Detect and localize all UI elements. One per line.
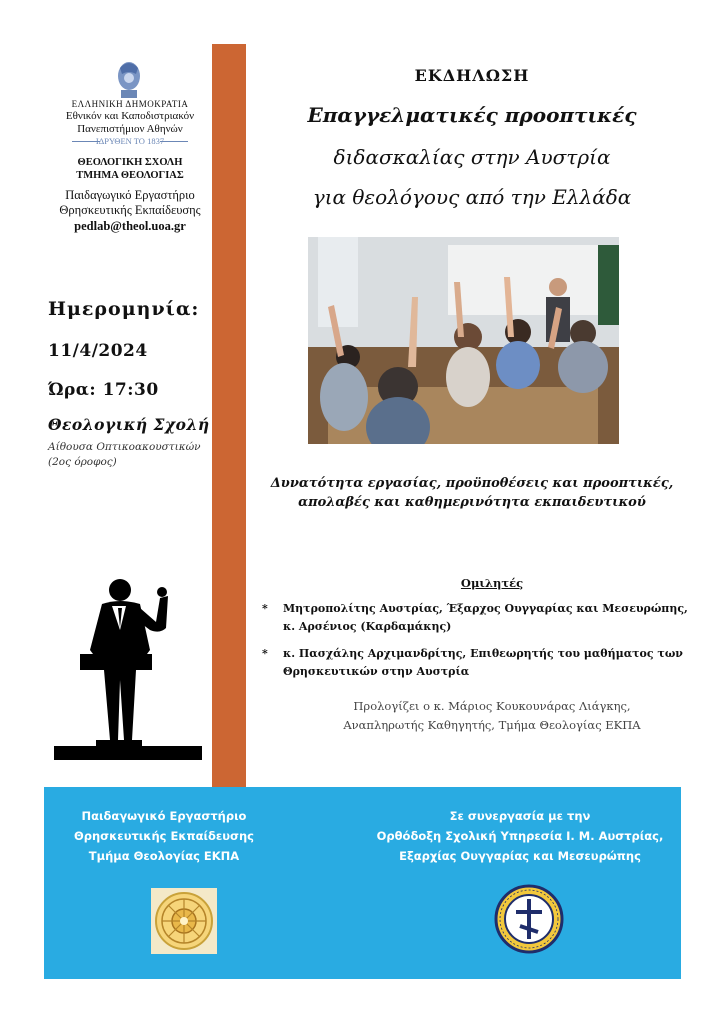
university-name-line1: Εθνικόν και Καποδιστριακόν bbox=[65, 110, 195, 122]
event-subtitle-line1: Δυνατότητα εργασίας, προϋποθέσεις και προοπτικές, bbox=[270, 476, 674, 491]
prologue-line2: Αναπληρωτής Καθηγητής, Τμήμα Θεολογίας ΕΚΠΑ bbox=[343, 718, 641, 732]
school-name: ΘΕΟΛΟΓΙΚΗ ΣΧΟΛΗ bbox=[77, 157, 183, 168]
event-title-line3: για θεολόγους από την Ελλάδα bbox=[312, 185, 632, 209]
university-name-line2: Πανεπιστήμιον Αθηνών bbox=[77, 123, 183, 135]
founded-label: ΙΔΡΥΘΕΝ ΤΟ 1837 bbox=[95, 136, 165, 146]
orthodox-school-seal-icon bbox=[494, 884, 564, 954]
lab-name-line1: Παιδαγωγικό Εργαστήριο bbox=[65, 188, 195, 202]
footer-left-line2: Θρησκευτικής Εκπαίδευσης bbox=[73, 829, 255, 843]
lab-name-line2: Θρησκευτικής Εκπαίδευσης bbox=[59, 203, 201, 217]
speaker-bullet: * bbox=[262, 647, 268, 660]
speaker-2-line2: Θρησκευτικών στην Αυστρία bbox=[283, 665, 470, 678]
footer-left-line3: Τμήμα Θεολογίας ΕΚΠΑ bbox=[88, 849, 240, 863]
republic-label: ΕΛΛΗΝΙΚΗ ΔΗΜΟΚΡΑΤΙΑ bbox=[71, 99, 189, 109]
date-label: Ημερομηνία: bbox=[48, 298, 200, 320]
footer-left-line1: Παιδαγωγικό Εργαστήριο bbox=[81, 809, 247, 823]
contact-email[interactable]: pedlab@theol.uoa.gr bbox=[74, 219, 186, 233]
venue-room: Αίθουσα Οπτικοακουστικών bbox=[48, 441, 201, 453]
venue-floor: (2ος όροφος) bbox=[48, 456, 117, 468]
speaker-bullet: * bbox=[262, 602, 268, 615]
speaker-1-line1: Μητροπολίτης Αυστρίας, Έξαρχος Ουγγαρίας και Μεσευρώπης, bbox=[283, 602, 688, 615]
event-date: 11/4/2024 bbox=[48, 341, 148, 361]
event-title-line2: διδασκαλίας στην Αυστρία bbox=[333, 145, 611, 169]
footer-right-line3: Εξαρχίας Ουγγαρίας και Μεσευρώπης bbox=[399, 849, 641, 863]
speaker-2-line1: κ. Πασχάλης Αρχιμανδρίτης, Επιθεωρητής του μαθήματος των bbox=[283, 647, 683, 660]
event-time: Ώρα: 17:30 bbox=[48, 380, 159, 400]
university-logo-icon bbox=[112, 60, 146, 100]
speaker-silhouette-icon bbox=[50, 570, 202, 762]
accent-bar bbox=[212, 44, 246, 788]
event-title-line1: Επαγγελματικές προοπτικές bbox=[307, 103, 637, 127]
footer-right-line1: Σε συνεργασία με την bbox=[449, 809, 591, 823]
footer-right-line2: Ορθόδοξη Σχολική Υπηρεσία Ι. Μ. Αυστρίας, bbox=[376, 829, 664, 843]
event-label: ΕΚΔΗΛΩΣΗ bbox=[414, 66, 530, 85]
classroom-photo bbox=[308, 237, 619, 444]
event-subtitle-line2: απολαβές και καθημερινότητα εκπαιδευτικού bbox=[298, 495, 646, 510]
prologue-line1: Προλογίζει ο κ. Μάριος Κουκουνάρας Λιάγκης, bbox=[353, 699, 631, 713]
speakers-heading: Ομιλητές bbox=[460, 576, 524, 590]
event-venue: Θεολογική Σχολή bbox=[48, 415, 210, 434]
department-name: ΤΜΗΜΑ ΘΕΟΛΟΓΙΑΣ bbox=[76, 170, 184, 181]
lab-seal-icon bbox=[151, 888, 217, 954]
speaker-1-line2: κ. Αρσένιος (Καρδαμάκης) bbox=[283, 620, 452, 633]
